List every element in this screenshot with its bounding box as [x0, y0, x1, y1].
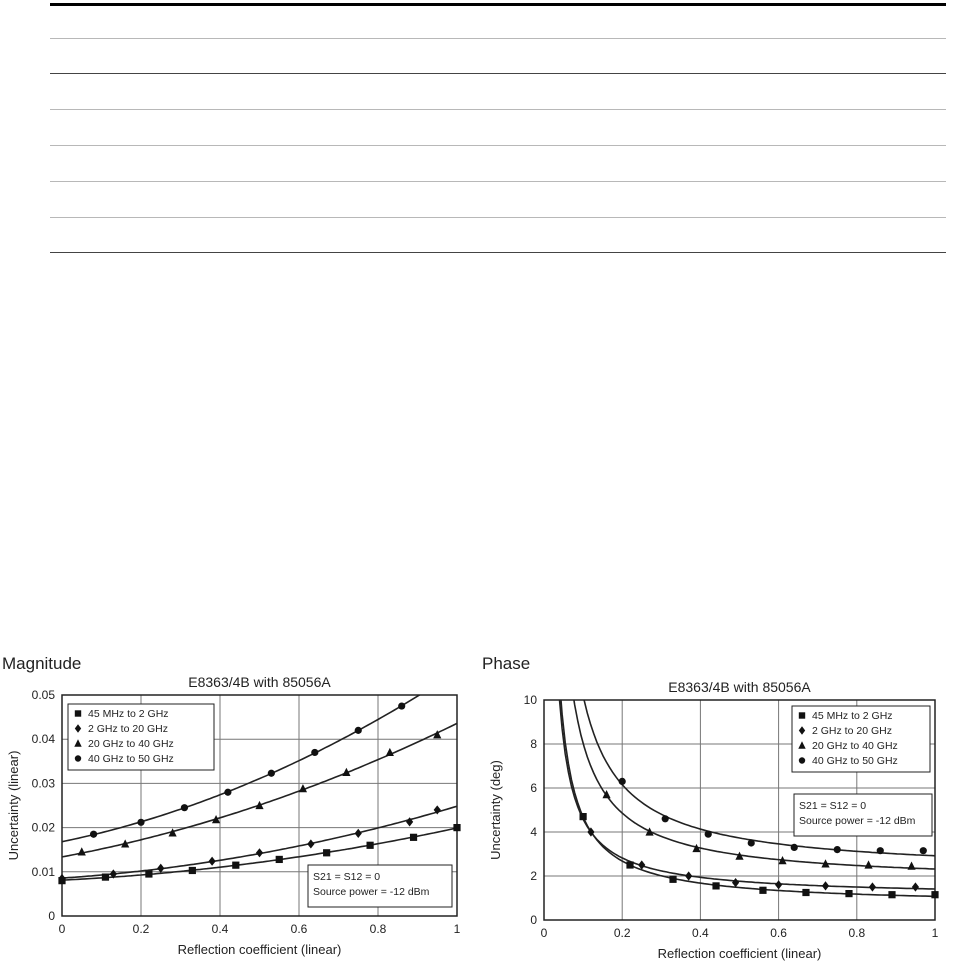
x-tick-label: 1 — [931, 926, 939, 940]
data-point — [732, 878, 739, 887]
data-point — [705, 831, 712, 838]
data-point — [864, 860, 872, 868]
table-row-divider — [50, 217, 946, 218]
data-point — [189, 867, 196, 874]
data-point — [759, 887, 766, 894]
data-point — [845, 890, 852, 897]
y-tick-label: 4 — [530, 825, 537, 839]
data-point — [232, 862, 239, 869]
y-tick-label: 0.04 — [31, 732, 55, 747]
table-row-divider — [50, 109, 946, 110]
legend — [792, 706, 930, 772]
x-tick-label: 1 — [453, 922, 461, 936]
phase-panel-title: Phase — [482, 654, 531, 673]
y-tick-label: 0.02 — [31, 820, 55, 835]
y-tick-label: 0 — [48, 909, 55, 923]
table-row-divider — [50, 181, 946, 182]
magnitude-chart — [0, 672, 472, 976]
data-point — [145, 870, 152, 877]
x-tick-label: 0.2 — [613, 926, 631, 940]
chart-title: E8363/4B with 85056A — [668, 679, 811, 695]
y-tick-label: 2 — [530, 869, 537, 883]
data-point — [834, 846, 841, 853]
data-point — [311, 749, 318, 756]
x-tick-label: 0.8 — [848, 926, 866, 940]
data-point — [102, 874, 109, 881]
data-point — [712, 882, 719, 889]
legend-marker-circle — [799, 757, 805, 763]
data-point — [323, 849, 330, 856]
legend-label: 40 GHz to 50 GHz — [88, 753, 174, 765]
x-tick-label: 0.8 — [369, 922, 387, 936]
note-line: S21 = S12 = 0 — [313, 871, 381, 883]
data-point — [256, 848, 263, 857]
legend-marker-circle — [75, 755, 81, 761]
x-tick-label: 0.4 — [692, 926, 709, 940]
table-row-divider — [50, 145, 946, 146]
legend-marker-square — [75, 710, 81, 716]
data-point — [619, 778, 626, 785]
data-point — [181, 804, 188, 811]
data-point — [791, 844, 798, 851]
data-point — [822, 881, 829, 890]
legend — [68, 704, 214, 770]
legend-label: 20 GHz to 40 GHz — [88, 738, 174, 750]
data-point — [355, 829, 362, 838]
data-point — [685, 871, 692, 880]
y-tick-label: 0.01 — [31, 864, 55, 879]
data-point — [662, 815, 669, 822]
data-point — [912, 882, 919, 891]
table-row-divider — [50, 38, 946, 39]
y-tick-label: 6 — [530, 781, 537, 795]
data-point — [669, 876, 676, 883]
x-tick-label: 0.4 — [211, 922, 229, 936]
data-point — [453, 824, 460, 831]
note-line: S21 = S12 = 0 — [799, 800, 867, 812]
legend-label: 2 GHz to 20 GHz — [812, 725, 892, 737]
data-point — [137, 819, 144, 826]
condition-note — [308, 865, 452, 907]
data-point — [367, 842, 374, 849]
magnitude-panel-title: Magnitude — [2, 654, 82, 673]
y-axis-label: Uncertainty (deg) — [488, 760, 503, 860]
x-tick-label: 0 — [540, 926, 548, 940]
data-point — [398, 702, 405, 709]
data-point — [748, 839, 755, 846]
data-point — [907, 862, 915, 870]
table-top-rule — [50, 3, 946, 6]
data-point — [224, 789, 231, 796]
y-tick-label: 10 — [523, 693, 537, 707]
y-tick-label: 0.03 — [31, 776, 55, 791]
data-point — [877, 847, 884, 854]
condition-note — [794, 794, 932, 836]
legend-label: 2 GHz to 20 GHz — [88, 723, 168, 735]
data-point — [255, 801, 263, 809]
data-point — [386, 748, 394, 756]
y-tick-label: 8 — [530, 737, 537, 751]
legend-label: 45 MHz to 2 GHz — [812, 710, 893, 722]
data-point — [580, 813, 587, 820]
y-tick-label: 0.05 — [31, 688, 55, 702]
table-bottom-rule — [50, 252, 946, 253]
data-point — [209, 857, 216, 866]
chart-title: E8363/4B with 85056A — [188, 674, 331, 690]
x-tick-label: 0 — [58, 922, 66, 936]
data-point — [931, 891, 938, 898]
legend-label: 20 GHz to 40 GHz — [812, 740, 898, 752]
y-tick-label: 0 — [530, 913, 537, 927]
x-axis-label: Reflection coefficient (linear) — [177, 942, 342, 957]
data-point — [268, 770, 275, 777]
legend-label: 40 GHz to 50 GHz — [812, 755, 898, 767]
data-point — [78, 847, 86, 855]
x-tick-label: 0.6 — [770, 926, 787, 940]
note-line: Source power = -12 dBm — [313, 886, 430, 898]
data-point — [355, 727, 362, 734]
data-point — [626, 861, 633, 868]
data-point — [90, 831, 97, 838]
x-tick-label: 0.2 — [132, 922, 150, 936]
legend-marker-square — [799, 712, 805, 718]
y-axis-label: Uncertainty (linear) — [6, 750, 21, 861]
table-row-divider — [50, 73, 946, 74]
x-axis-label: Reflection coefficient (linear) — [657, 946, 822, 961]
legend-label: 45 MHz to 2 GHz — [88, 708, 169, 720]
data-point — [775, 880, 782, 889]
x-tick-label: 0.6 — [290, 922, 308, 936]
phase-chart — [480, 672, 954, 976]
data-point — [410, 834, 417, 841]
data-point — [920, 847, 927, 854]
note-line: Source power = -12 dBm — [799, 815, 916, 827]
data-point — [276, 856, 283, 863]
data-point — [888, 891, 895, 898]
data-point — [802, 889, 809, 896]
data-point — [307, 839, 314, 848]
data-point — [869, 882, 876, 891]
